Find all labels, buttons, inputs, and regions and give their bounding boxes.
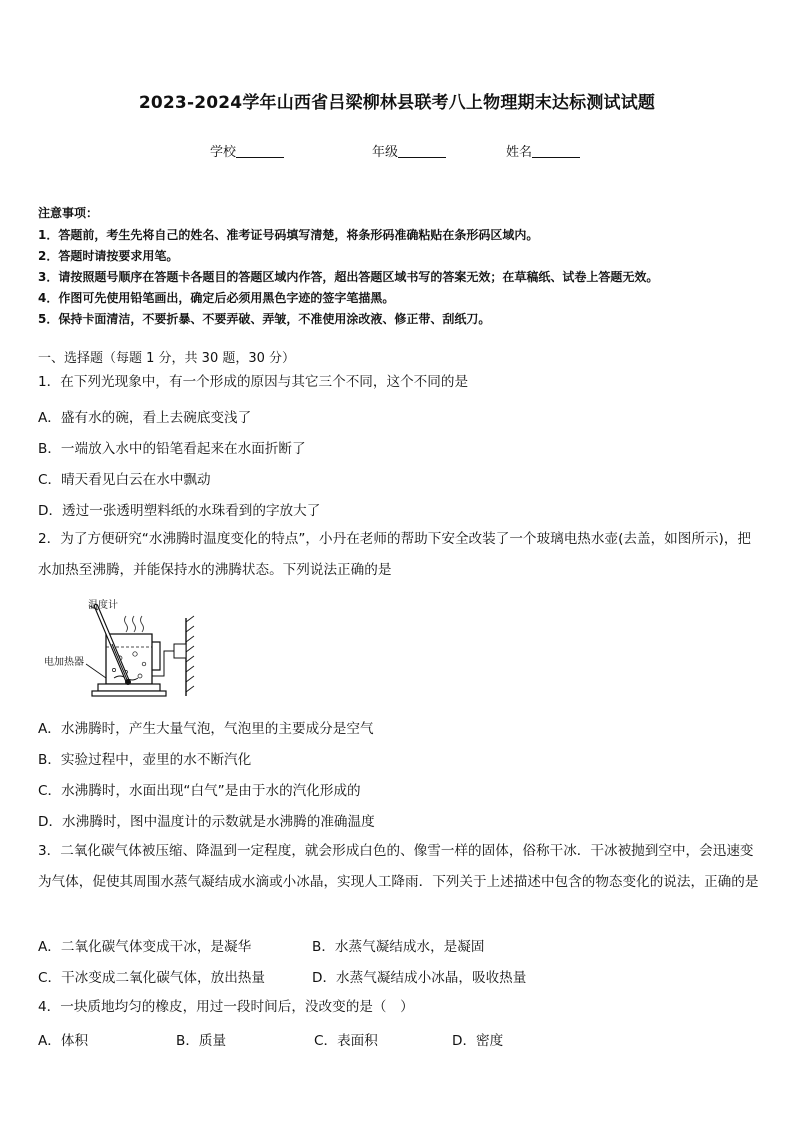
section-title: 一、选择题（每题 1 分，共 30 题，30 分） [38, 351, 296, 366]
question-1-stem: 1．在下列光现象中，有一个形成的原因与其它三个不同，这个不同的是 [38, 374, 469, 390]
heater-leader-line [86, 664, 106, 678]
grade-label: 年级 [372, 145, 399, 160]
steam [125, 616, 144, 632]
kettle [106, 634, 160, 684]
heater-label: 电加热器 [44, 657, 84, 668]
question-4-stem: 4．一块质地均匀的橡皮，用过一段时间后，没改变的是（ ） [38, 999, 414, 1015]
q4-option-a[interactable]: A．体积 [38, 1033, 89, 1049]
grade-blank[interactable] [398, 145, 446, 158]
q2-option-b[interactable]: B．实验过程中，壶里的水不断汽化 [38, 752, 252, 768]
grade-field[interactable] [372, 141, 446, 160]
name-label: 姓名 [506, 145, 533, 160]
q3-option-a[interactable]: A．二氧化碳气体变成干冰，是凝华 [38, 939, 252, 955]
exam-title: 2023-2024学年山西省吕梁柳林县联考八上物理期末达标测试试题 [138, 93, 656, 113]
q3-option-b[interactable]: B．水蒸气凝结成水，是凝固 [312, 939, 485, 955]
notice-item: 3．请按照题号顺序在答题卡各题目的答题区域内作答，超出答题区域书写的答案无效；在草稿纸、试卷上答题无效。 [38, 270, 659, 284]
q1-option-b[interactable]: B．一端放入水中的铅笔看起来在水面折断了 [38, 441, 306, 457]
q4-option-b[interactable]: B．质量 [176, 1033, 227, 1049]
name-field[interactable] [506, 141, 580, 160]
school-blank[interactable] [236, 145, 284, 158]
question-3-stem: 3．二氧化碳气体被压缩、降温到一定程度，就会形成白色的、像雪一样的固体，俗称干冰．干冰被抛到空中，会迅速变为气体，促使其周围水蒸气凝结成水滴或小冰晶，实现人工降雨．下列关于上述描述中包含的物态变化的说法，正确的是 [38, 843, 759, 890]
q2-option-c[interactable]: C．水沸腾时，水面出现“白气”是由于水的汽化形成的 [38, 783, 361, 799]
q3-option-c[interactable]: C．干冰变成二氧化碳气体，放出热量 [38, 970, 265, 986]
socket [174, 644, 186, 658]
notice-item: 1．答题前，考生先将自己的姓名、准考证号码填写清楚，将条形码准确粘贴在条形码区域内。 [38, 228, 539, 242]
notice-item: 4．作图可先使用铅笔画出，确定后必须用黑色字迹的签字笔描黑。 [38, 291, 395, 305]
boiling-kettle-figure [40, 592, 200, 707]
q2-option-a[interactable]: A．水沸腾时，产生大量气泡，气泡里的主要成分是空气 [38, 721, 374, 737]
heater-base [92, 684, 166, 696]
q4-option-d[interactable]: D．密度 [452, 1033, 504, 1049]
q1-option-a[interactable]: A．盛有水的碗，看上去碗底变浅了 [38, 410, 252, 426]
wall [186, 616, 194, 696]
q4-option-c[interactable]: C．表面积 [314, 1033, 378, 1049]
school-label: 学校 [210, 145, 237, 160]
power-cord [152, 651, 174, 684]
q3-option-d[interactable]: D．水蒸气凝结成小冰晶，吸收热量 [312, 970, 527, 986]
q1-option-d[interactable]: D．透过一张透明塑料纸的水珠看到的字放大了 [38, 503, 321, 519]
notice-heading: 注意事项： [38, 206, 99, 220]
q1-option-c[interactable]: C．晴天看见白云在水中飘动 [38, 472, 211, 488]
question-2-stem: 2．为了方便研究“水沸腾时温度变化的特点”，小丹在老师的帮助下安全改装了一个玻璃电热水壶(去盖，如图所示)，把水加热至沸腾，并能保持水的沸腾状态。下列说法正确的是 [38, 531, 752, 578]
name-blank[interactable] [532, 145, 580, 158]
thermometer-label: 温度计 [88, 600, 118, 611]
notice-item: 2．答题时请按要求用笔。 [38, 249, 179, 263]
notice-block [38, 204, 768, 330]
q2-option-d[interactable]: D．水沸腾时，图中温度计的示数就是水沸腾的准确温度 [38, 814, 375, 830]
notice-item: 5．保持卡面清洁，不要折暴、不要弄破、弄皱，不准使用涂改液、修正带、刮纸刀。 [38, 312, 491, 326]
school-field[interactable] [210, 141, 284, 160]
